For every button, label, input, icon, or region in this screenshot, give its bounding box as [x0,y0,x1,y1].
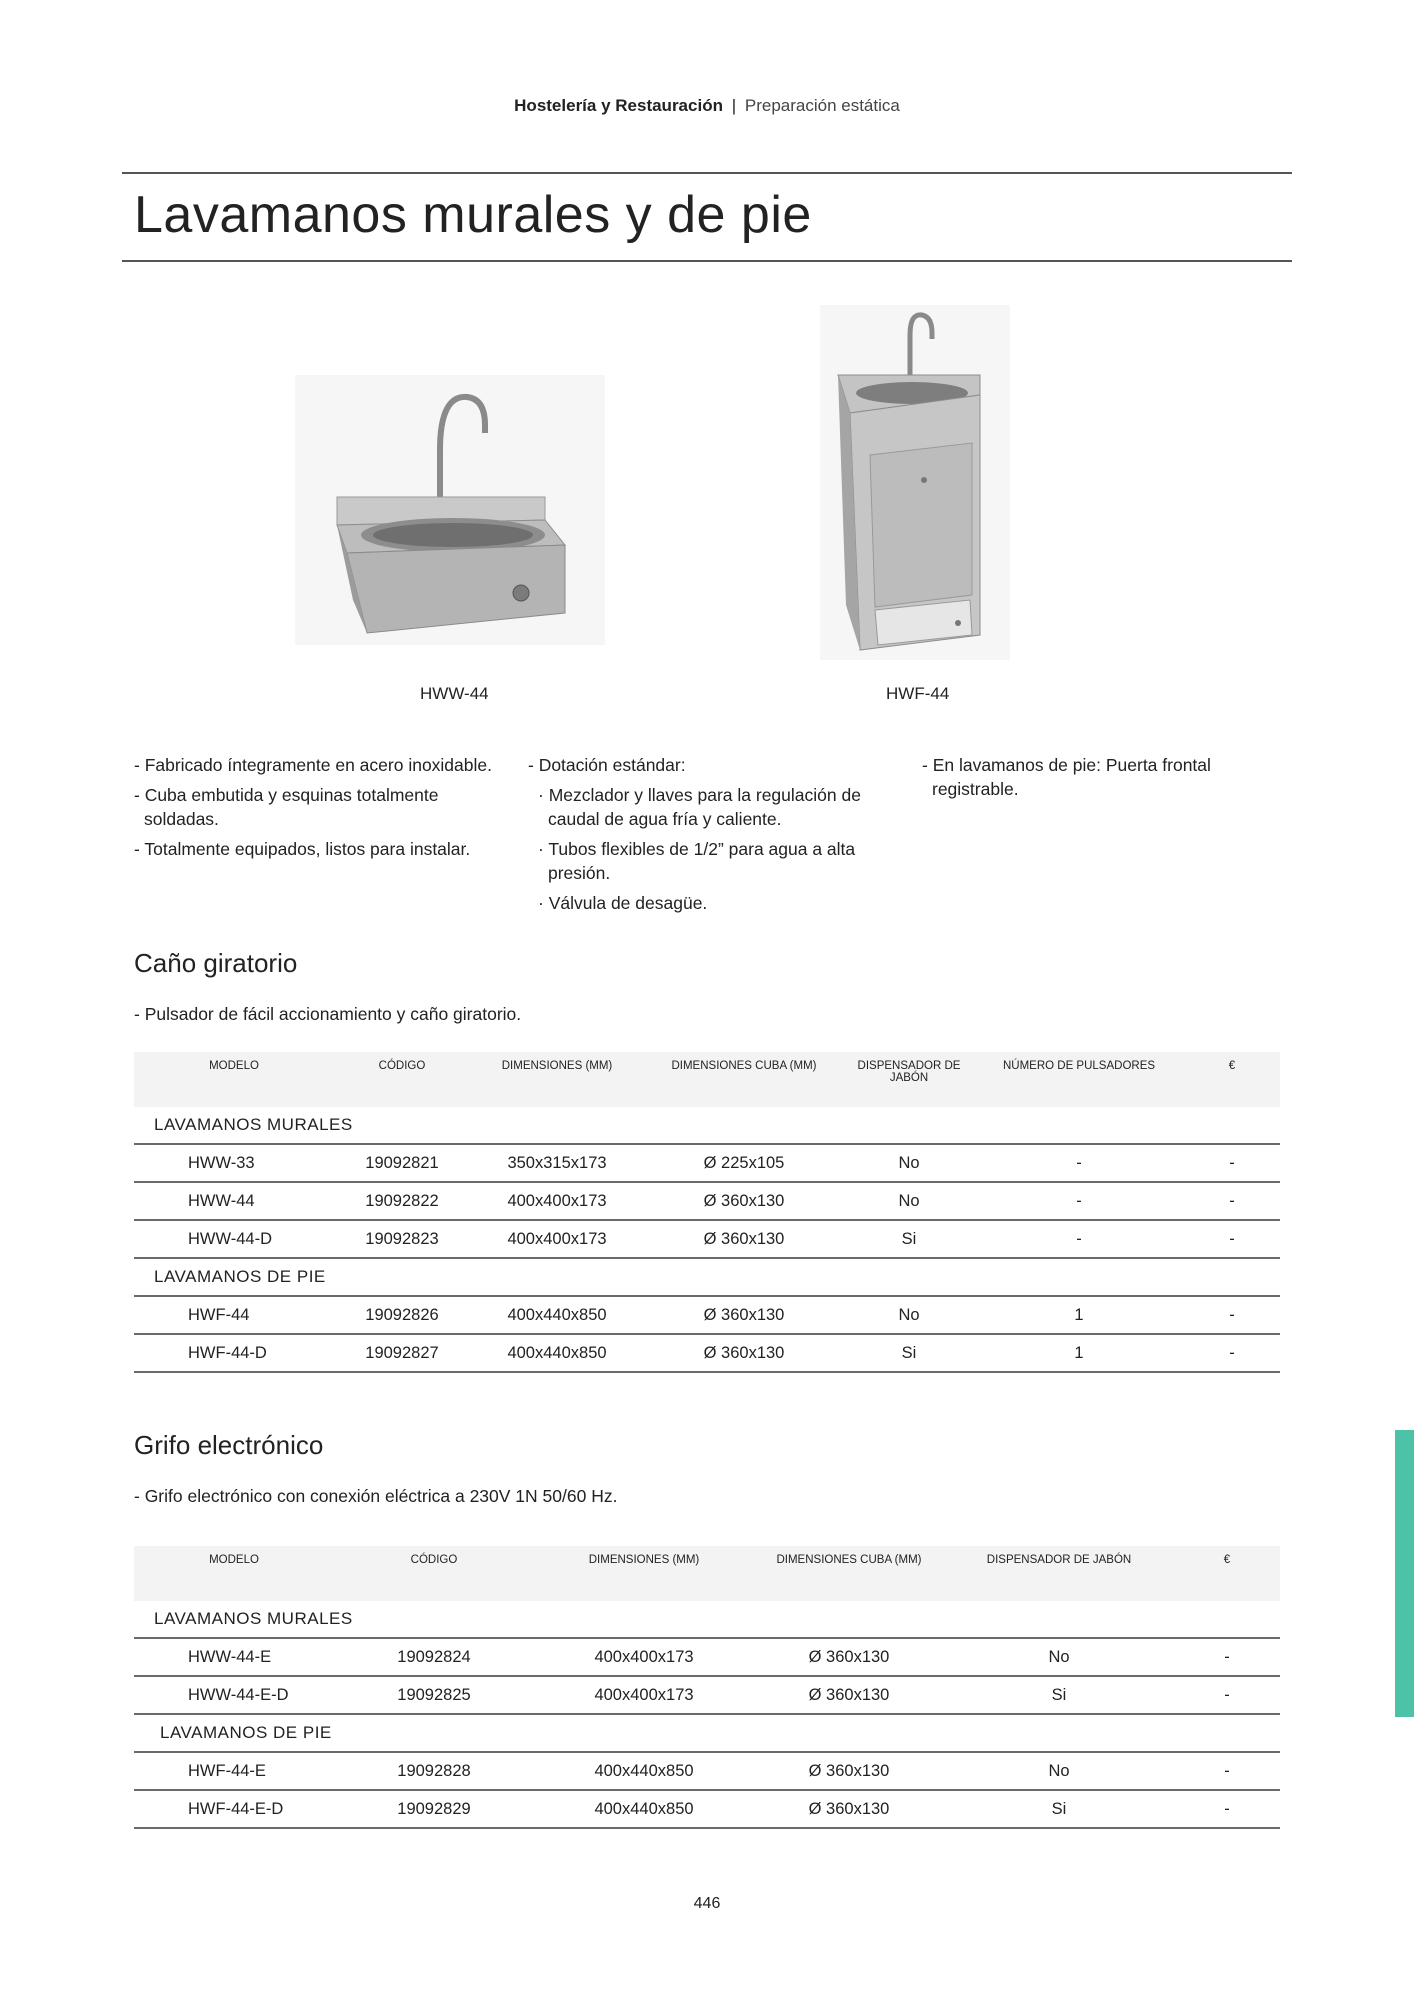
features-column-3 [922,753,1242,807]
cell-modelo: HWF-44 [134,1296,334,1334]
table-row [134,1790,1280,1828]
table-header-row [134,1052,1280,1107]
table-row [134,1638,1280,1676]
col-header-pulsadores: NÚMERO DE PULSADORES [974,1052,1184,1107]
title-top-rule [122,172,1292,174]
col-header-dispensador: DISPENSADOR DE JABÓN [844,1052,974,1107]
cell-codigo: 19092827 [334,1334,470,1372]
spec-table-cano-giratorio [134,1052,1280,1373]
group-label: LAVAMANOS MURALES [134,1107,1280,1144]
feature-subitem: · Tubos flexibles de 1/2” para agua a alta presión. [538,839,856,883]
cell-cuba: Ø 225x105 [644,1144,844,1182]
cell-dimensiones: 400x440x850 [470,1334,644,1372]
cell-codigo: 19092824 [334,1638,534,1676]
cell-dimensiones: 400x440x850 [534,1752,754,1790]
col-header-precio: € [1174,1546,1280,1601]
col-header-codigo: CÓDIGO [334,1546,534,1601]
feature-heading: - Dotación estándar: [528,755,686,775]
cell-codigo: 19092823 [334,1220,470,1258]
cell-dimensiones: 400x440x850 [534,1790,754,1828]
cell-precio: - [1184,1334,1280,1372]
table-group-row [134,1258,1280,1296]
table-row [134,1182,1280,1220]
header-separator: | [731,96,737,115]
feature-subitem: · Mezclador y llaves para la regulación de caudal de agua fría y caliente. [538,785,861,829]
page-number: 446 [693,1895,721,1912]
product-caption-wall: HWW-44 [420,684,489,703]
cell-dimensiones: 400x400x173 [534,1676,754,1714]
cell-dimensiones: 400x400x173 [534,1638,754,1676]
wall-sink-image [295,375,605,645]
cell-precio: - [1184,1220,1280,1258]
col-header-dimensiones-cuba: DIMENSIONES CUBA (MM) [644,1052,844,1107]
cell-pulsadores: - [974,1144,1184,1182]
cell-modelo: HWW-44-D [134,1220,334,1258]
cell-pulsadores: - [974,1182,1184,1220]
cell-modelo: HWF-44-E [134,1752,334,1790]
cell-cuba: Ø 360x130 [754,1638,944,1676]
cell-dispensador: Si [944,1790,1174,1828]
features-column-1 [134,753,509,867]
cell-cuba: Ø 360x130 [754,1752,944,1790]
table-group-row [134,1714,1280,1752]
cell-pulsadores: 1 [974,1334,1184,1372]
cell-precio: - [1184,1144,1280,1182]
cell-dispensador: No [844,1144,974,1182]
table-row [134,1144,1280,1182]
group-label: LAVAMANOS DE PIE [134,1258,1280,1296]
cell-dispensador: No [944,1638,1174,1676]
section-color-tab [1395,1430,1414,1717]
cell-modelo: HWF-44-E-D [134,1790,334,1828]
cell-precio: - [1174,1790,1280,1828]
header-category: Hostelería y Restauración [514,96,723,115]
cell-cuba: Ø 360x130 [644,1220,844,1258]
cell-modelo: HWW-33 [134,1144,334,1182]
feature-item: - Totalmente equipados, listos para instalar. [134,839,471,859]
cell-modelo: HWW-44-E [134,1638,334,1676]
cell-pulsadores: 1 [974,1296,1184,1334]
cell-precio: - [1174,1638,1280,1676]
cell-precio: - [1184,1182,1280,1220]
group-label: LAVAMANOS MURALES [134,1601,1280,1638]
col-header-modelo: MODELO [134,1052,334,1107]
cell-cuba: Ø 360x130 [754,1676,944,1714]
table-group-row [134,1601,1280,1638]
cell-codigo: 19092826 [334,1296,470,1334]
table-row [134,1220,1280,1258]
cell-dimensiones: 400x440x850 [470,1296,644,1334]
feature-item: - En lavamanos de pie: Puerta frontal registrable. [922,755,1211,799]
col-header-dispensador: DISPENSADOR DE JABÓN [944,1546,1174,1601]
header-subcategory: Preparación estática [744,96,900,115]
page-title: Lavamanos murales y de pie [134,186,812,244]
section-description: - Grifo electrónico con conexión eléctrica a 230V 1N 50/60 Hz. [134,1486,618,1506]
section-title-grifo-electronico: Grifo electrónico [134,1430,324,1460]
table-row [134,1296,1280,1334]
product-caption-pedestal: HWF-44 [886,684,950,703]
cell-dimensiones: 350x315x173 [470,1144,644,1182]
col-header-modelo: MODELO [134,1546,334,1601]
col-header-precio: € [1184,1052,1280,1107]
group-label: LAVAMANOS DE PIE [134,1714,1280,1752]
running-header [0,96,1414,116]
cell-pulsadores: - [974,1220,1184,1258]
cell-precio: - [1174,1752,1280,1790]
cell-dispensador: No [844,1182,974,1220]
cell-cuba: Ø 360x130 [644,1182,844,1220]
feature-subitem: · Válvula de desagüe. [538,893,708,913]
cell-codigo: 19092828 [334,1752,534,1790]
cell-dispensador: Si [844,1334,974,1372]
cell-codigo: 19092829 [334,1790,534,1828]
col-header-dimensiones: DIMENSIONES (MM) [470,1052,644,1107]
table-group-row [134,1107,1280,1144]
cell-modelo: HWW-44-E-D [134,1676,334,1714]
col-header-codigo: CÓDIGO [334,1052,470,1107]
section-description: - Pulsador de fácil accionamiento y caño giratorio. [134,1004,522,1024]
cell-codigo: 19092821 [334,1144,470,1182]
cell-dispensador: No [944,1752,1174,1790]
cell-precio: - [1184,1296,1280,1334]
pedestal-sink-image [820,305,1010,660]
cell-modelo: HWF-44-D [134,1334,334,1372]
table-row [134,1334,1280,1372]
col-header-dimensiones-cuba: DIMENSIONES CUBA (MM) [754,1546,944,1601]
cell-cuba: Ø 360x130 [644,1334,844,1372]
cell-codigo: 19092825 [334,1676,534,1714]
features-column-2 [528,753,883,921]
table-header-row [134,1546,1280,1601]
cell-dispensador: No [844,1296,974,1334]
cell-modelo: HWW-44 [134,1182,334,1220]
cell-dispensador: Si [944,1676,1174,1714]
table-row [134,1676,1280,1714]
col-header-dimensiones: DIMENSIONES (MM) [534,1546,754,1601]
cell-codigo: 19092822 [334,1182,470,1220]
feature-item: - Fabricado íntegramente en acero inoxidable. [134,755,492,775]
section-title-cano-giratorio: Caño giratorio [134,948,298,978]
cell-cuba: Ø 360x130 [754,1790,944,1828]
cell-precio: - [1174,1676,1280,1714]
cell-cuba: Ø 360x130 [644,1296,844,1334]
feature-item: - Cuba embutida y esquinas totalmente soldadas. [134,785,439,829]
cell-dimensiones: 400x400x173 [470,1182,644,1220]
cell-dimensiones: 400x400x173 [470,1220,644,1258]
table-row [134,1752,1280,1790]
cell-dispensador: Si [844,1220,974,1258]
title-bottom-rule [122,260,1292,262]
spec-table-grifo-electronico [134,1546,1280,1829]
